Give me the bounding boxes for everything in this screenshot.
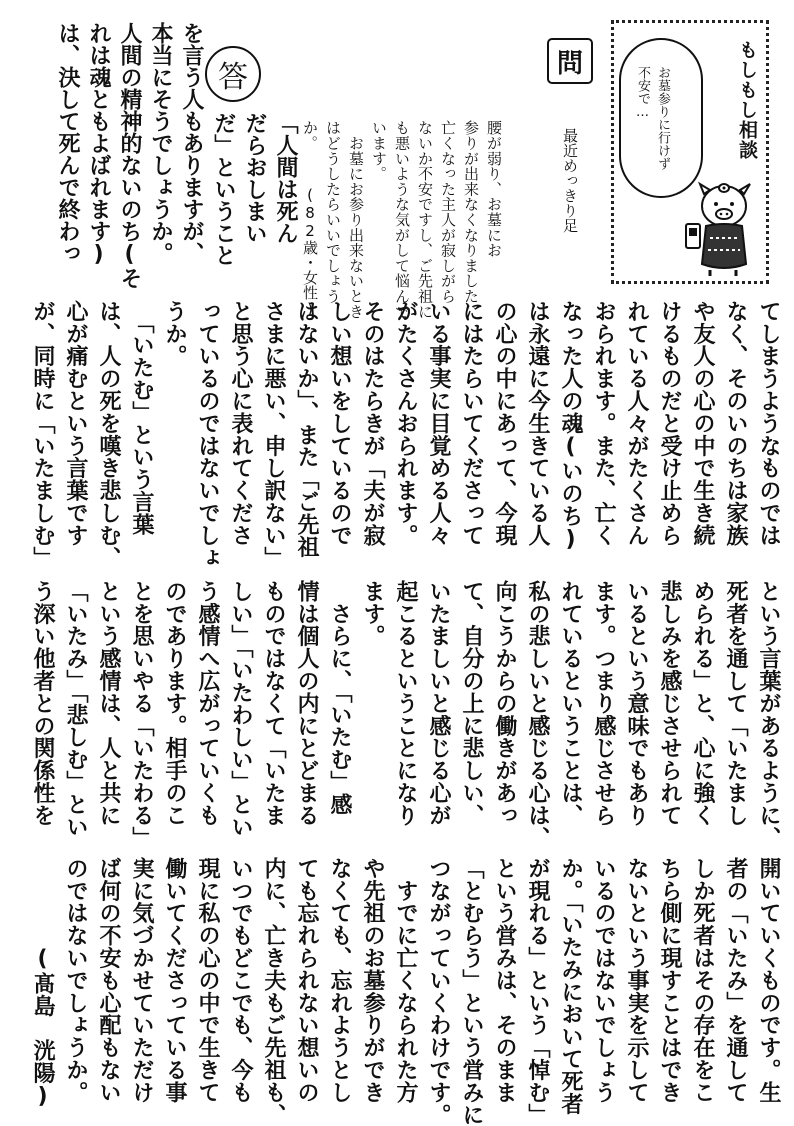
speech-bubble-text: お墓参りに行けず 不安で… [635, 66, 670, 170]
answer-section-3: 開いていくものです。生 者の「いたみ」を通して しか死者はその存在をこ ちら側に現すことはでき ないという事実を示して いるのではないでしょう か。「いたみにおいて死者 が現れる」という「悼む」 という営みは、そのまま 「とむらう」という営みに つながっていくわけです。 すでに亡くなられた方 や先祖のお墓参りができ なくても、忘れようとし ても忘れられない想いの 内に、亡き夫もご先祖も、 いつでもどこでも、今も 現に私の心の中で生きて 働いてくださっている事 実に気づかせていただけ ば何の不安も心配もない のではないでしょうか。 (髙島 洸陽) [30, 857, 781, 1126]
column-title: もしもし相談 [736, 40, 758, 160]
answer-intro-short: 「人間は死ん だらおしまい だ」ということ [211, 112, 298, 266]
pig-mascot-icon [680, 178, 760, 278]
question-label: 問 [547, 38, 593, 84]
answer-intro-long: を言う人もありますが、 本当にそうでしょうか。 人間の精神的ないのち(そ れは魂ともよばれます) は、決して死んで終わっ [55, 22, 204, 289]
answer-section-2: という言葉があるように、 死者を通して「いたまし められる」と、心に強く 悲しみを感じさせられて いるという意味でもあり ます。つまり感じさせら れているということは、 私の悲しいと感じる心は、 向こうからの働きがあっ て、自分の上に悲しい、 いたましいと感じる心が 起こるということになり ます。 さらに、「いたむ」感 情は個人の内にとどまる ものではなくて「いたま しい」「いたわしい」とい う感情へ広がっていくも のであります。相手のこ とを思いやる「いたわる」 という感情は、人と共に 「いたみ」「悲しむ」とい う深い他者との関係性を [30, 580, 781, 849]
answer-label: 答 [205, 46, 261, 102]
question-heading: 最近めっきり足 [561, 128, 579, 233]
question-meta: (82歳・女性) [301, 186, 319, 318]
question-body: 腰が弱り、お墓にお 参りが出来なくなりました。 亡くなった主人が寂しがら ないか不安ですし、ご先祖に も悪いような気がして悩んで います。 お墓にお参り出来ないとき はどうしたらいいでしょう か。 [301, 120, 503, 319]
answer-section-1: てしまうようなものでは なく、そのいのちは家族 や友人の心の中で生き続 けるものだと受け止めら れている人々がたくさん おられます。また、亡く なった人の魂(いのち) は永遠に今生きている人 の心の中にあって、今現 にはたらいてくださって いる事実に目覚める人々 がたくさんおられます。 そのはたらきが「夫が寂 しい想いをしているので はないか」、また「ご先祖 さまに悪い、申し訳ない」 と思う心に表れてくださ っているのではないでしょ うか。 「いたむ」という言葉 は、人の死を嘆き悲しむ、 心が痛むという言葉です が、同時に「いたましむ」 [30, 300, 781, 569]
